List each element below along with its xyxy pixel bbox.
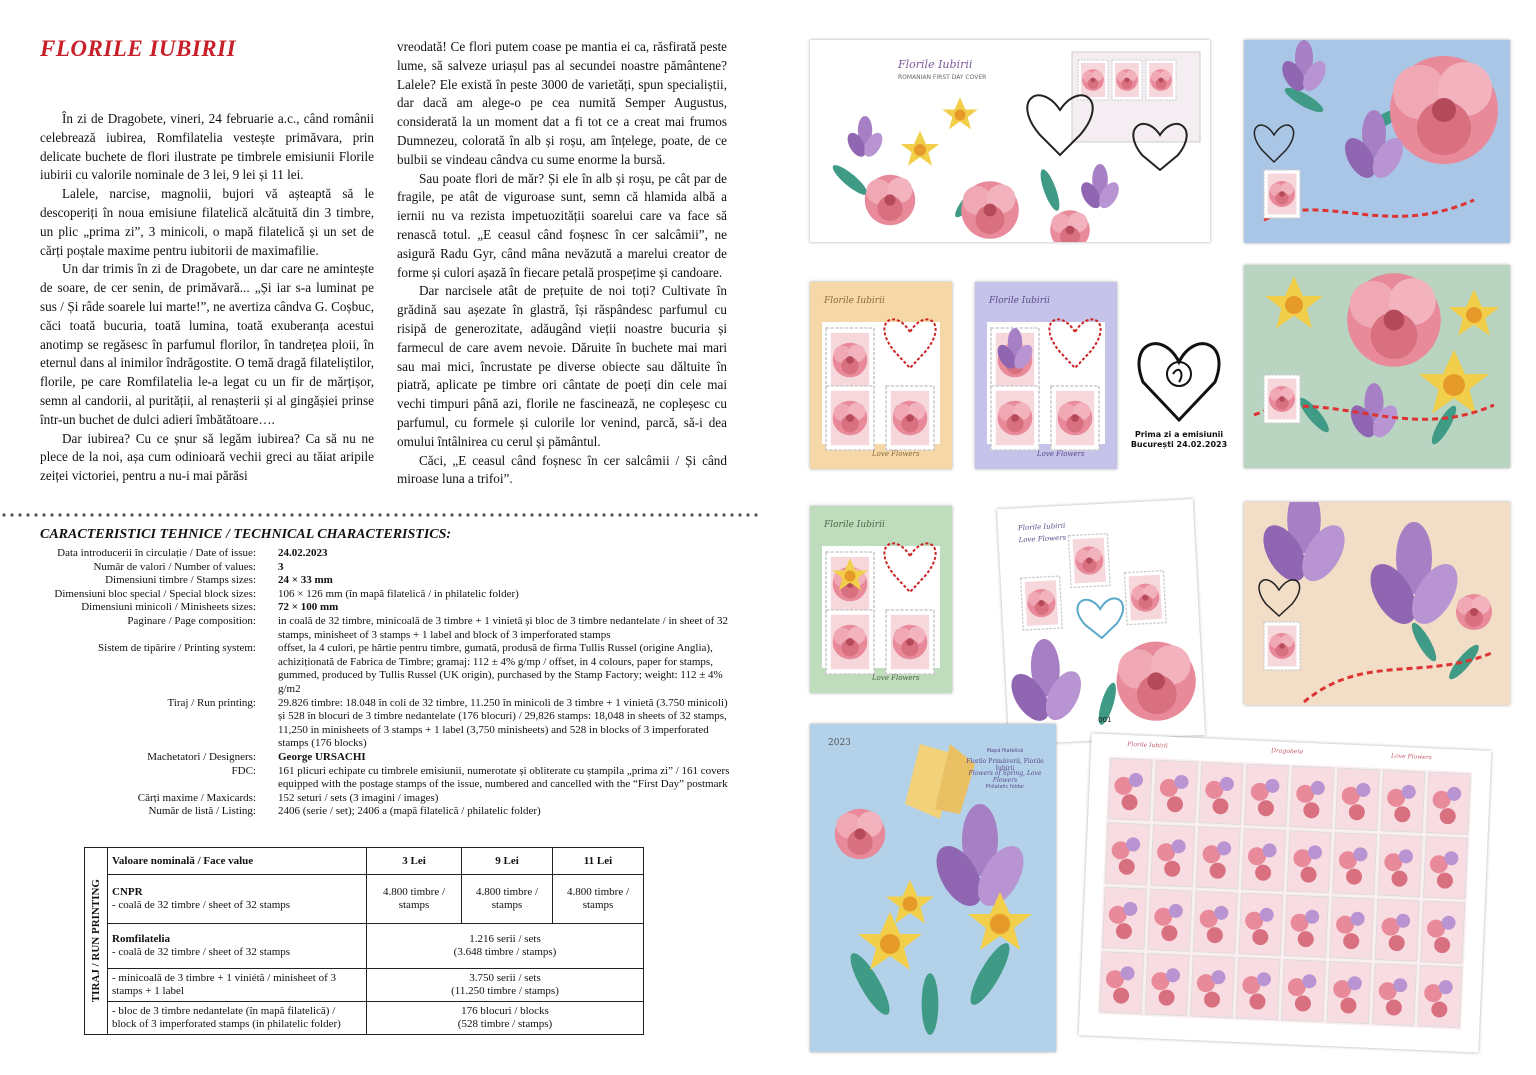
spec-value: 106 × 126 mm (în mapă filatelică / in philatelic folder) [278,587,519,600]
cell-value: (528 timbre / stamps) [457,1018,553,1030]
philatelic-folder [810,724,1056,1052]
spec-label: FDC: [231,764,256,777]
folder-subtitle: Philatelic folder [985,784,1025,790]
spec-value: George URSACHI [278,750,366,763]
minisheet-9lei [810,506,952,693]
sheet-header-3: Love Flowers [1390,752,1432,762]
spec-label: Machetatori / Designers: [147,750,256,763]
spec-row [40,561,730,575]
sheet-stamp [1330,897,1374,959]
sheet-stamp [1102,887,1146,949]
spec-row [40,547,730,561]
spec-value: 152 seturi / sets (3 imagini / images) [278,791,439,804]
block-title-2: Love Flowers [1018,533,1067,545]
table-header: 11 Lei [553,848,644,875]
minisheet-title: Florile Iubirii [989,296,1050,306]
paragraph: Dar iubirea? Cu ce șnur să legăm iubirea? Ca să nu ne plece de la noi, așa cum odinioară vechii greci au tăiat aripile zeiței victoriei, pentru a nu-i mai părăsi [40,430,374,484]
table-row [85,969,644,1002]
sheet-stamp [1333,833,1377,895]
spec-row [40,615,730,642]
first-day-cover [810,40,1210,242]
cell-title: Romfilatelia [112,933,171,945]
side-label-text: TIRAJ / RUN PRINTING [89,879,102,1003]
table-row [85,924,644,969]
fdc-subtitle: ROMANIAN FIRST DAY COVER [898,74,987,81]
sheet-stamp [1105,823,1149,885]
minisheet-3lei [810,282,952,469]
special-block [997,499,1205,745]
spec-label: Tiraj / Run printing: [167,696,256,709]
maxicard-3 [1244,502,1510,705]
table-header: 9 Lei [462,848,553,875]
sheet-stamp [1151,825,1195,887]
spec-row [40,805,730,819]
spec-row [40,751,730,765]
table-cell [108,875,367,924]
table-cell: - bloc de 3 timbre nedantelate (în mapă filatelică) / block of 3 imperforated stamps (in philatelic folder) [108,1002,367,1035]
sheet-stamp [1191,956,1235,1018]
paragraph: Un dar trimis în zi de Dragobete, un dar care ne amintește de soare, de cer senin, de primăvară... „Și iar s-a luminat pe sus / Și râde soarele lui marte!”, ne avertiza cândva G. Coșbuc, căci toată bucuria, toată lumina, toată exuberanța acestui anotimp se regăsesc în parfumul florilor, în tandrețea ploii, în eternul dans al inimilor îndrăgostite. O temă dragă filateliștilor, florile, pe care Romfilatelia le-a legat cu un fir de mărțișor, semn al candorii, al purității, al renașterii și al gingășiei prinse într-un buchet de dulci adieri îmbătătoare…. [40,261,374,427]
sheet-stamp [1423,837,1467,899]
sheet-stamp [1284,895,1328,957]
table-cell [108,924,367,969]
cell-value: 1.216 serii / sets [469,933,541,945]
sheet-stamp [1281,960,1325,1022]
table-row [85,1002,644,1035]
block-number: 001 [1097,715,1112,725]
paragraph: În zi de Dragobete, vineri, 24 februarie a.c., când românii celebrează iubirea, Romfilatelia vestește primăvara, prin delicate buchete de flori ilustrate pe timbrele emisiunii Florile iubirii cu valorile nominale de 3 lei, 9 lei și 11 lei. [40,111,374,183]
sheet-stamp [1421,901,1465,963]
tech-section-title: CARACTERISTICI TEHNICE / TECHNICAL CHARACTERISTICS: [40,527,452,542]
specs-list [40,547,730,819]
minisheet-title: Florile Iubirii [824,296,885,306]
folder-label: Mapă filatelică [986,748,1024,754]
spec-value: 29.826 timbre: 18.048 în coli de 32 timbre, 11.250 în minicoli de 3 timbre + 1 vinietă (3.750 minicoli) și 528 în blocuri de 3 timbre nedantelate (176 blocuri) / 29,826 stamps: 18,048 in sheets of 32 stamps, 11,250 in minisheets of 3 stamps + 1 label (3,750 minisheets) and 528 in blocks of 3 imperforated stamps (176 blocks) [278,696,728,750]
cell-value: (11.250 timbre / stamps) [451,985,559,997]
table-cell [367,924,644,969]
minisheet-illustration [810,282,952,469]
spec-value: in coală de 32 timbre, minicoală de 3 timbre + 1 vinietă și bloc de 3 timbre nedantelate / in sheet of 32 stamps, minisheet of 3 stamps + 1 label and block of 3 imperforated stamps [278,614,729,641]
spec-row [40,697,730,751]
cell-value: 3.750 serii / sets [469,972,541,984]
spec-row [40,765,730,792]
maxicard-illustration [1244,40,1510,243]
spec-row [40,642,730,696]
folder-year: 2023 [828,738,851,748]
postmark-text-2: București 24.02.2023 [1130,440,1228,449]
sheet-stamp [1290,766,1334,828]
folder-title-1: Florile Primăverii, Florile Iubirii [966,758,1044,772]
stamp-sheet [1079,733,1492,1052]
paragraph: Sau poate flori de măr? Și ele în alb și roșu, pe cât par de fragile, pe atât de viguroase sunt, semn că hlamida albă a iernii nu va rezista impetuozității soarelui care va face să renască totul. „E ceasul când foșnesc în cer salcâmii”, ne asigură Radu Gyr, când mâna nevăzută a marelui creator de forme și culori așază în fiecare petală prospețime și candoare. [397,170,727,280]
sheet-stamp [1426,772,1470,834]
table-header: Valoare nominală / Face value [108,848,367,875]
article-column-2 [397,38,727,489]
run-printing-table [84,847,644,1035]
cell-title: CNPR [112,886,143,898]
table-cell [367,969,644,1002]
minisheet-title: Florile Iubirii [824,520,885,530]
spec-value: 24.02.2023 [278,547,328,559]
maxicard-illustration [1244,265,1510,468]
table-cell: - minicoală de 3 timbre + 1 viniétă / minisheet of 3 stamps + 1 label [108,969,367,1002]
sheet-stamp [1100,952,1144,1014]
sheet-stamp [1199,762,1243,824]
spec-value: 72 × 100 mm [278,601,339,614]
cell-desc: - coală de 32 timbre / sheet of 32 stamps [112,946,291,958]
spec-label: Paginare / Page composition: [127,614,256,627]
spec-label: Sistem de tipărire / Printing system: [98,642,256,655]
spec-value: 3 [278,560,284,573]
minisheet-illustration [810,506,952,693]
minisheet-label: Love Flowers [1037,450,1085,458]
maxicard-illustration [1244,502,1510,705]
page-title: FLORILE IUBIRII [40,36,237,61]
sheet-stamp [1148,889,1192,951]
spec-label: Dimensiuni timbre / Stamps sizes: [105,574,256,587]
paragraph: Căci, „E ceasul când foșnesc în cer salcâmii / Și când miroase luna a trifoi”. [397,452,727,487]
paragraph: vreodată! Ce flori putem coase pe mantia ei ca, răsfirată peste lume, să salveze uriașul pas al secundei noastre pământene? Lalele? Ele există în peste 3000 de varietăți, spun specialiștii, dar dacă am alege-o pe cea numită Semper Augustus, considerată la un moment dat a fi tot ce a creat mai frumos Dumnezeu, colorată în alb și roșu, am înțelege, poate, de ce bulbii se vindeau cândva cu sume enorme la bursă. [397,39,727,167]
sheet-stamp [1242,829,1286,891]
spec-label: Număr de listă / Listing: [148,805,256,818]
minisheet-label: Love Flowers [872,674,920,682]
spec-value: 2406 (serie / set); 2406 a (mapă filatelică / philatelic folder) [278,805,541,818]
table-header: 3 Lei [367,848,462,875]
postmark-text-1: Prima zi a emisiunii [1134,430,1224,439]
sheet-stamp [1196,827,1240,889]
dotted-divider [0,512,762,518]
table-cell: 4.800 timbre / stamps [553,875,644,924]
sheet-stamp [1154,760,1198,822]
cell-value: (3.648 timbre / stamps) [453,946,557,958]
cell-desc: - coală de 32 timbre / sheet of 32 stamps [112,899,291,911]
sheet-stamps-grid [1079,733,1492,1052]
sheet-stamp [1418,965,1462,1027]
sheet-stamp [1378,835,1422,897]
sheet-stamp [1287,831,1331,893]
spec-label: Dimensiuni bloc special / Special block sizes: [54,587,256,600]
fdc-illustration [810,40,1210,242]
sheet-stamp [1236,958,1280,1020]
spec-label: Număr de valori / Number of values: [93,560,256,573]
table-cell: 4.800 timbre / stamps [462,875,553,924]
sheet-stamp [1193,891,1237,953]
sheet-header-2: Dragobete [1271,747,1304,756]
table-side-label [85,848,108,1035]
spec-value: offset, la 4 culori, pe hârtie pentru timbre, gumată, produsă de firma Tullis Russel (origine Anglia), achiziționată de Fabrica de Timbre; gramaj: 112 ± 4% g/mp / offset, in 4 colours, paper for stamps, gummed, produced by Tullis Russel (UK origin), purchased by the Stamp Factory; weight: 112 ± 4% g/m2 [278,642,723,695]
block-title-1: Florile Iubirii [1017,521,1066,533]
minisheet-illustration [975,282,1117,469]
minisheet-11lei [975,282,1117,469]
sheet-stamp [1244,764,1288,826]
maxicard-1 [1244,40,1510,243]
sheet-stamp [1108,758,1152,820]
minisheet-label: Love Flowers [872,450,920,458]
spec-row [40,588,730,602]
folder-title-2: Flowers of Spring, Love Flowers [968,770,1042,784]
cell-value: 176 blocuri / blocks [461,1005,549,1017]
spec-label: Dimensiuni minicoli / Minisheets sizes: [81,601,256,614]
sheet-stamp [1381,770,1425,832]
sheet-stamp [1239,893,1283,955]
sheet-header-1: Florile Iubirii [1127,740,1169,750]
spec-label: Cărți maxime / Maxicards: [137,791,256,804]
sheet-stamp [1372,963,1416,1025]
spec-value: 161 plicuri echipate cu timbrele emisiunii, numerotate și obliterate cu ștampila „prima zi” / 161 covers equipped with the postage stamps of the issue, numbered and cancelled with the “First Day” postmark [278,764,730,791]
first-day-postmark [1123,312,1235,452]
table-cell [367,1002,644,1035]
spec-row [40,574,730,588]
table-row [85,875,644,924]
article-column-1 [40,110,374,486]
paragraph: Dar narcisele atât de prețuite de noi toți? Cultivate în grădină sau așezate în glastră, își răspândesc parfumul cu risipă de generozitate, adăugând vieții noastre bucuria și farmecul de care avem nevoie. Dăruite în buchete mai mari sau mai mici, încrustate pe diverse obiecte sau dăltuite în piatră, aplicate pe timbre ori cântate de poeți din cele mai vechi timpuri până azi, florile ne fascinează, ne copleșesc cu parfumul, cu formele și culorile lor venind, parcă, să-i dea omului întâlnirea cu cerul și pământul. [397,283,727,449]
table-row [85,848,644,875]
sheet-stamp [1335,768,1379,830]
spec-value: 24 × 33 mm [278,574,333,587]
table-cell: 4.800 timbre / stamps [367,875,462,924]
sheet-stamp [1375,899,1419,961]
maxicard-2 [1244,265,1510,468]
spec-label: Data introducerii în circulație / Date of issue: [57,547,256,559]
sheet-stamp [1145,954,1189,1016]
paragraph: Lalele, narcise, magnolii, bujori vă așteaptă să le descoperiți în noua emisiune filatelică alcătuită din 3 timbre, un plic „prima zi”, 3 minicoli, o mapă filatelică și un set de cărți poștale maxime pentru iubitorii de maximafilie. [40,186,374,258]
sheet-stamp [1327,962,1371,1024]
fdc-title: Florile Iubirii [898,58,973,71]
spec-row [40,792,730,806]
spec-row [40,601,730,615]
